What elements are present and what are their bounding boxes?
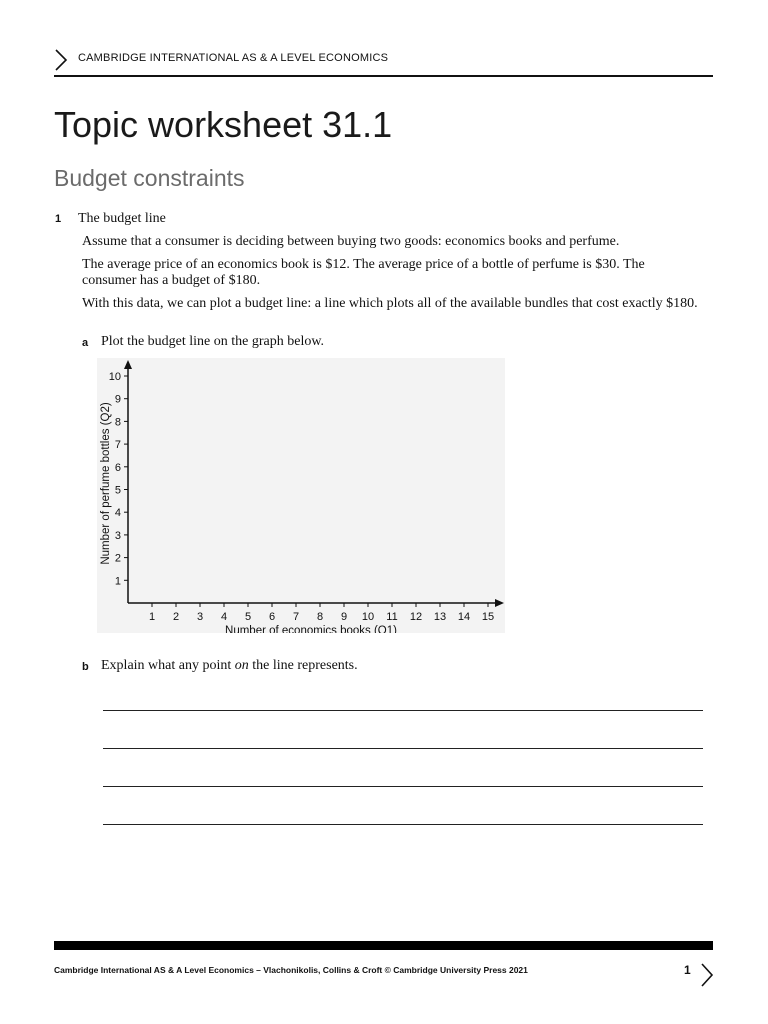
chevron-right-icon bbox=[54, 48, 68, 72]
y-tick-label: 4 bbox=[114, 507, 121, 520]
x-axis-arrow-icon bbox=[495, 599, 504, 607]
x-tick-label: 15 bbox=[481, 611, 495, 623]
x-axis-label: Number of economics books (Q1) bbox=[225, 625, 397, 633]
y-axis-label: Number of perfume bottles (Q2) bbox=[100, 402, 112, 565]
chart-svg bbox=[97, 358, 505, 633]
paragraph-lead: With this data, we can plot a budget line bbox=[82, 296, 308, 311]
chevron-right-icon[interactable] bbox=[700, 962, 714, 988]
y-tick-label: 8 bbox=[114, 416, 121, 429]
y-tick-label: 10 bbox=[108, 371, 121, 383]
x-tick-label: 5 bbox=[244, 611, 252, 623]
x-tick-label: 7 bbox=[292, 611, 300, 623]
part-b-text bbox=[101, 658, 358, 674]
x-tick-label: 3 bbox=[196, 611, 204, 623]
y-tick-label: 2 bbox=[114, 552, 121, 565]
answer-line[interactable] bbox=[103, 824, 703, 825]
x-tick-label: 1 bbox=[148, 611, 156, 623]
question-number: 1 bbox=[55, 213, 62, 225]
y-tick-label: 6 bbox=[114, 461, 121, 474]
y-tick-label: 7 bbox=[114, 439, 121, 452]
paragraph-colon: : a line which plots all of the available bundles that cost exactly $180. bbox=[307, 296, 698, 311]
part-b-label: b bbox=[82, 661, 89, 673]
y-tick-label: 5 bbox=[114, 484, 121, 497]
page-subtitle: Budget constraints bbox=[54, 165, 245, 191]
running-header: CAMBRIDGE INTERNATIONAL AS & A LEVEL ECONOMICS bbox=[78, 52, 389, 64]
header-rule bbox=[54, 75, 713, 77]
part-b-text-after: the line represents. bbox=[248, 658, 358, 673]
x-tick-label: 6 bbox=[268, 611, 276, 623]
x-tick-label: 10 bbox=[361, 611, 375, 623]
x-tick-label: 12 bbox=[409, 611, 423, 623]
x-tick-label: 9 bbox=[340, 611, 348, 623]
page-title: Topic worksheet 31.1 bbox=[54, 104, 393, 145]
x-tick-label: 11 bbox=[386, 611, 398, 623]
answer-line[interactable] bbox=[103, 748, 703, 749]
budget-line-graph bbox=[97, 358, 505, 633]
y-tick-label: 9 bbox=[114, 393, 121, 406]
x-tick-label: 2 bbox=[172, 611, 180, 623]
x-tick-label: 13 bbox=[433, 611, 447, 623]
x-tick-label: 14 bbox=[457, 611, 471, 623]
y-tick-label: 1 bbox=[114, 575, 121, 588]
part-a-text: Plot the budget line on the graph below. bbox=[101, 334, 325, 349]
part-b-text-emphasis: on bbox=[234, 658, 249, 673]
footer-bar bbox=[54, 941, 713, 950]
page-number: 1 bbox=[684, 963, 691, 977]
y-tick-label: 3 bbox=[114, 529, 121, 542]
question-paragraph bbox=[82, 296, 702, 312]
answer-line[interactable] bbox=[103, 710, 703, 711]
part-a-label: a bbox=[82, 337, 89, 349]
part-b-text-before: Explain what any point bbox=[101, 658, 235, 673]
x-tick-label: 4 bbox=[220, 611, 228, 623]
footer-citation: Cambridge International AS & A Level Economics – Vlachonikolis, Collins & Croft © Cambridge University Press 2021 bbox=[54, 965, 528, 975]
answer-line[interactable] bbox=[103, 786, 703, 787]
x-tick-label: 8 bbox=[316, 611, 324, 623]
question-title: The budget line bbox=[78, 211, 166, 226]
question-paragraph: The average price of an economics book is $12. The average price of a bottle of perfume is $30. The consumer has a budget of $180. bbox=[82, 257, 645, 288]
question-paragraph: Assume that a consumer is deciding between buying two goods: economics books and perfume. bbox=[82, 234, 620, 249]
y-axis-arrow-icon bbox=[124, 360, 132, 369]
